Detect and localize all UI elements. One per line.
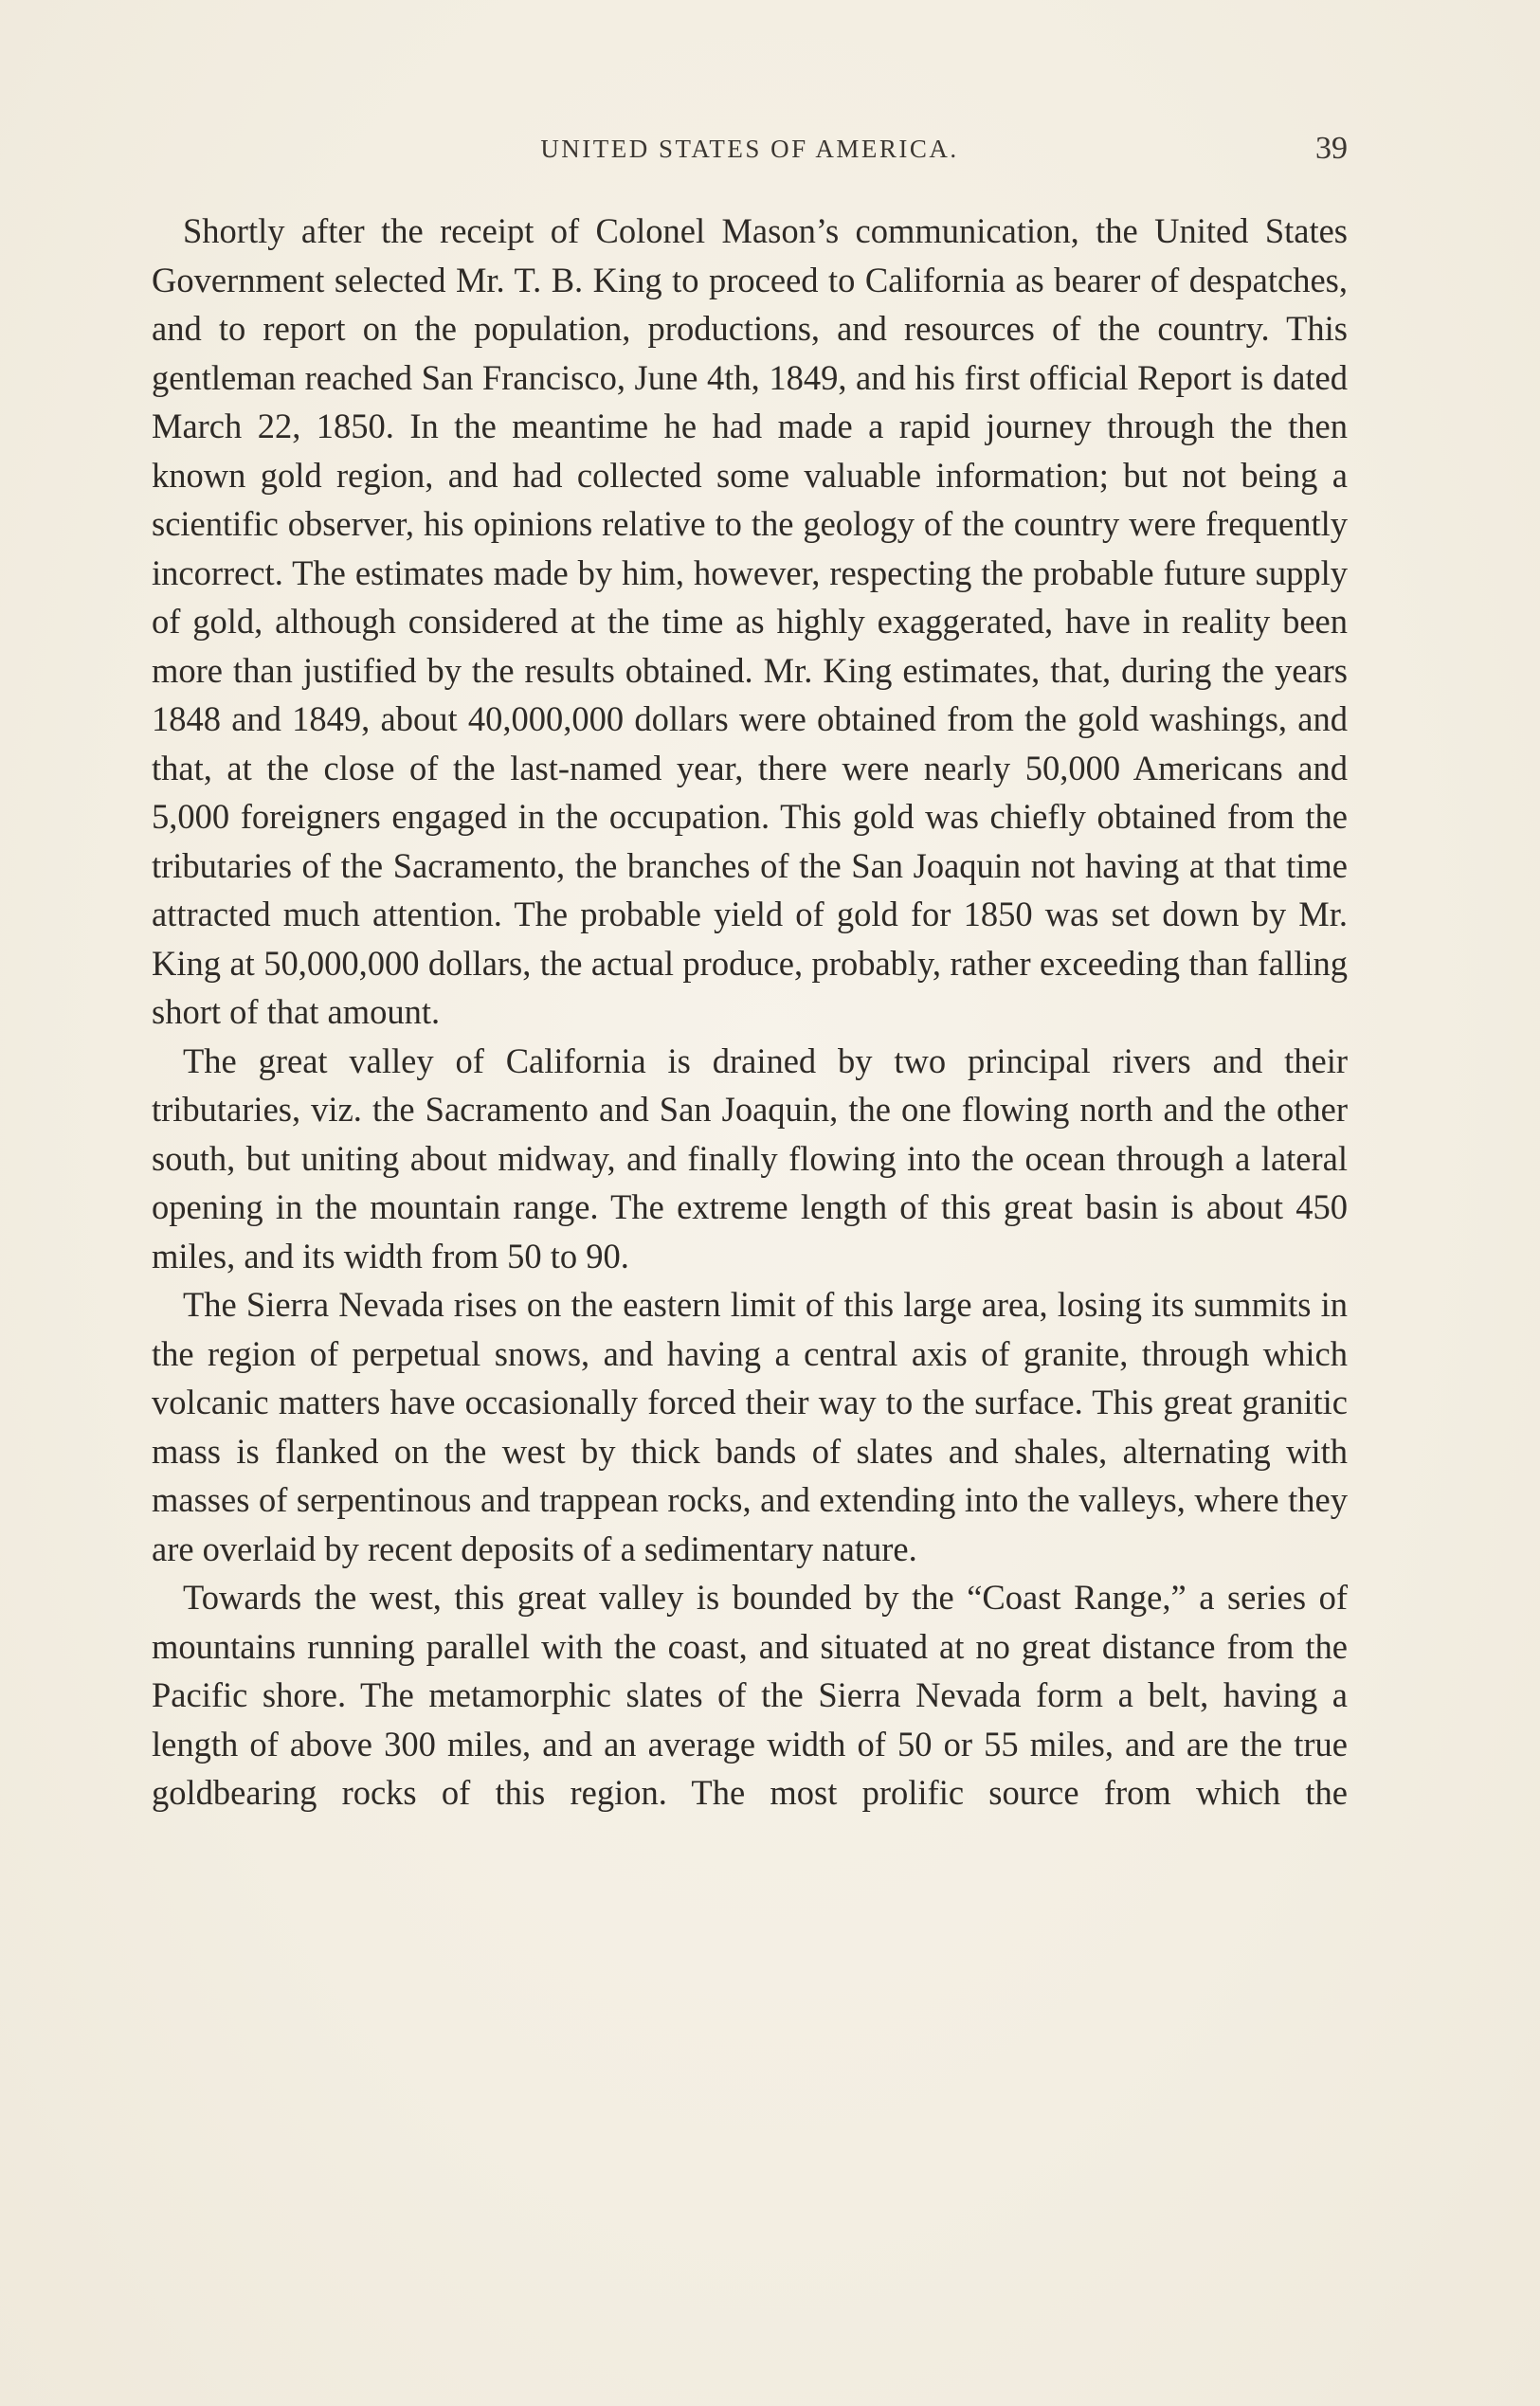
paragraph-3: The Sierra Nevada rises on the eastern limit of this large area, losing its summits in the region of perpetual snows, and having a central axis of granite, through which volcanic matters have occasionally forced their way to the surface. This great granitic mass is flanked on the west by thick bands of slates and shales, alternating with masses of serpentinous and trappean rocks, and extending into the valleys, where they are overlaid by recent deposits of a sedimentary nature. — [152, 1285, 1348, 1568]
page-number: 39 — [1315, 131, 1348, 166]
body-text — [152, 207, 1348, 1818]
paragraph-4: Towards the west, this great valley is bounded by the “Coast Range,” a series of mountains running parallel with the coast, and situated at no great distance from the Pacific shore. The metamorphic slates of the Sierra Nevada form a belt, having a length of above 300 miles, and an average width of 50 or 55 miles, and are the true goldbearing rocks of this region. The most prolific source from which the — [152, 1578, 1348, 1812]
paragraph-2: The great valley of California is drained by two principal rivers and their tributaries, viz. the Sacramento and San Joaquin, the one flowing north and the other south, but uniting about midway, and finally flowing into the ocean through a lateral opening in the mountain range. The extreme length of this great basin is about 450 miles, and its width from 50 to 90. — [152, 1040, 1348, 1275]
paragraph-1: Shortly after the receipt of Colonel Mason’s communication, the United States Government selected Mr. T. B. King to proceed to California as bearer of despatches, and to report on the population, productions, and resources of the country. This gentleman reached San Francisco, June 4th, 1849, and his first official Report is dated March 22, 1850. In the meantime he had made a rapid journey through the then known gold region, and had collected some valuable information; but not being a scientific observer, his opinions relative to the geology of the country were frequently incorrect. The estimates made by him, however, respecting the probable future supply of gold, although considered at the time as highly exaggerated, have in reality been more than justified by the results obtained. Mr. King estimates, that, during the years 1848 and 1849, about 40,000,000 dollars were obtained from the gold washings, and that, at the close of the last-named year, there were nearly 50,000 Americans and 5,000 foreigners engaged in the occupation. This gold was chiefly obtained from the tributaries of the Sacramento, the branches of the San Joaquin not having at that time attracted much attention. The probable yield of gold for 1850 was set down by Mr. King at 50,000,000 dollars, the actual produce, probably, rather exceeding than falling short of that amount. — [152, 211, 1348, 1031]
running-head — [152, 131, 1348, 172]
running-head-title: UNITED STATES OF AMERICA. — [540, 135, 959, 163]
